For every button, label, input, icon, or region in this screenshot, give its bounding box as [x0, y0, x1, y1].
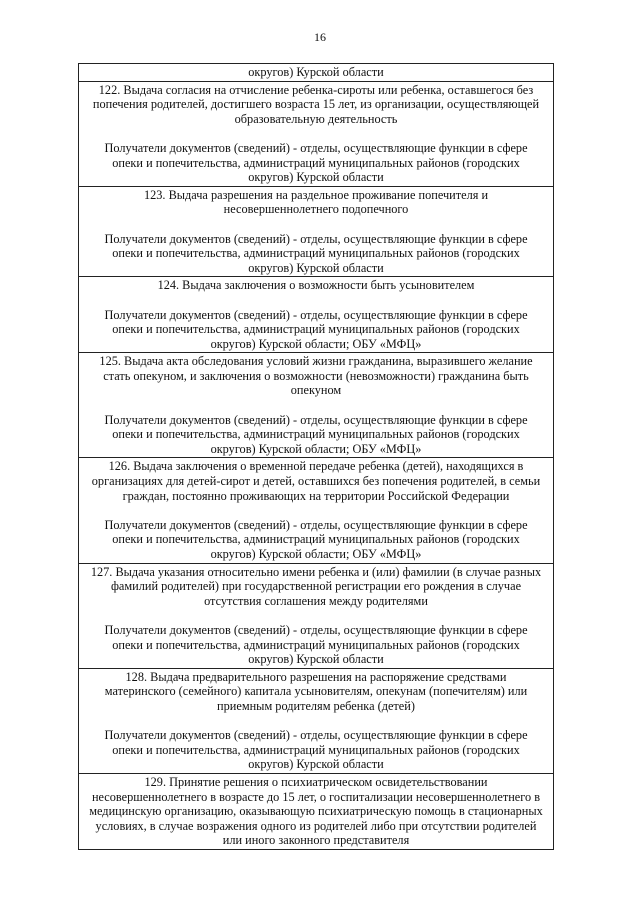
item-recipients: Получатели документов (сведений) - отделы, осуществляющие функции в сфере опеки и попечительства, администраций муниципальных районов (городских округов) Курской области: [104, 231, 528, 275]
continuation-row: [79, 64, 553, 82]
item-title: 123. Выдача разрешения на раздельное проживание попечителя и несовершеннолетнего подопечного: [143, 187, 489, 217]
services-table: [78, 63, 554, 850]
page-number: 16: [314, 30, 326, 44]
item-recipients: Получатели документов (сведений) - отделы, осуществляющие функции в сфере опеки и попечительства, администраций муниципальных районов (городских округов) Курской области: [104, 140, 528, 185]
item-title: 122. Выдача согласия на отчисление ребенка-сироты или ребенка, оставшегося без попечения родителей, достигшего возраста 15 лет, из организации, осуществляющей образовательную деятельность: [92, 82, 540, 126]
item-title: 129. Принятие решения о психиатрическом освидетельствовании несовершеннолетнего в возрасте до 15 лет, о госпитализации несовершеннолетнего в медицинскую организацию, оказывающую психиатрическую помощь в стационарных условиях, в случае возражения одного из родителей либо при отсутствии родителей или иного законного представителя: [89, 774, 543, 848]
item-title: 124. Выдача заключения о возможности быть усыновителем: [157, 278, 475, 293]
table-row-129: [79, 774, 553, 850]
table-row-126: [79, 458, 553, 563]
item-title: 126. Выдача заключения о временной передаче ребенка (детей), находящихся в организациях для детей-сирот и детей, оставшихся без попечения родителей, в семьи граждан, постоянно проживающих на территории Российской Федерации: [91, 459, 541, 503]
table-row-122: [79, 82, 553, 187]
table-row-128: [79, 669, 553, 774]
table-row-123: [79, 187, 553, 278]
item-title: 125. Выдача акта обследования условий жизни гражданина, выразившего желание стать опекуном, и заключения о возможности (невозможности) гражданина быть опекуном: [99, 354, 533, 398]
item-recipients: Получатели документов (сведений) - отделы, осуществляющие функции в сфере опеки и попечительства, администраций муниципальных районов (городских округов) Курской области; ОБУ «МФЦ»: [104, 517, 528, 561]
table-row-124: [79, 277, 553, 353]
item-title: 127. Выдача указания относительно имени ребенка и (или) фамилии (в случае разных фамилий родителей) при государственной регистрации его рождения в случае отсутствия соглашения между родителями: [90, 564, 542, 608]
table-row-127: [79, 564, 553, 669]
item-recipients: Получатели документов (сведений) - отделы, осуществляющие функции в сфере опеки и попечительства, администраций муниципальных районов (городских округов) Курской области; ОБУ «МФЦ»: [104, 412, 528, 456]
item-recipients: Получатели документов (сведений) - отделы, осуществляющие функции в сфере опеки и попечительства, администраций муниципальных районов (городских округов) Курской области: [104, 728, 528, 772]
continuation-text: округов) Курской области: [248, 65, 384, 79]
item-recipients: Получатели документов (сведений) - отделы, осуществляющие функции в сфере опеки и попечительства, администраций муниципальных районов (городских округов) Курской области: [104, 622, 528, 667]
item-recipients: Получатели документов (сведений) - отделы, осуществляющие функции в сфере опеки и попечительства, администраций муниципальных районов (городских округов) Курской области; ОБУ «МФЦ»: [104, 307, 528, 351]
table-row-125: [79, 353, 553, 458]
item-title: 128. Выдача предварительного разрешения на распоряжение средствами материнского (семейного) капитала усыновителям, опекунам (попечителям) или приемным родителям ребенка (детей): [104, 669, 528, 713]
